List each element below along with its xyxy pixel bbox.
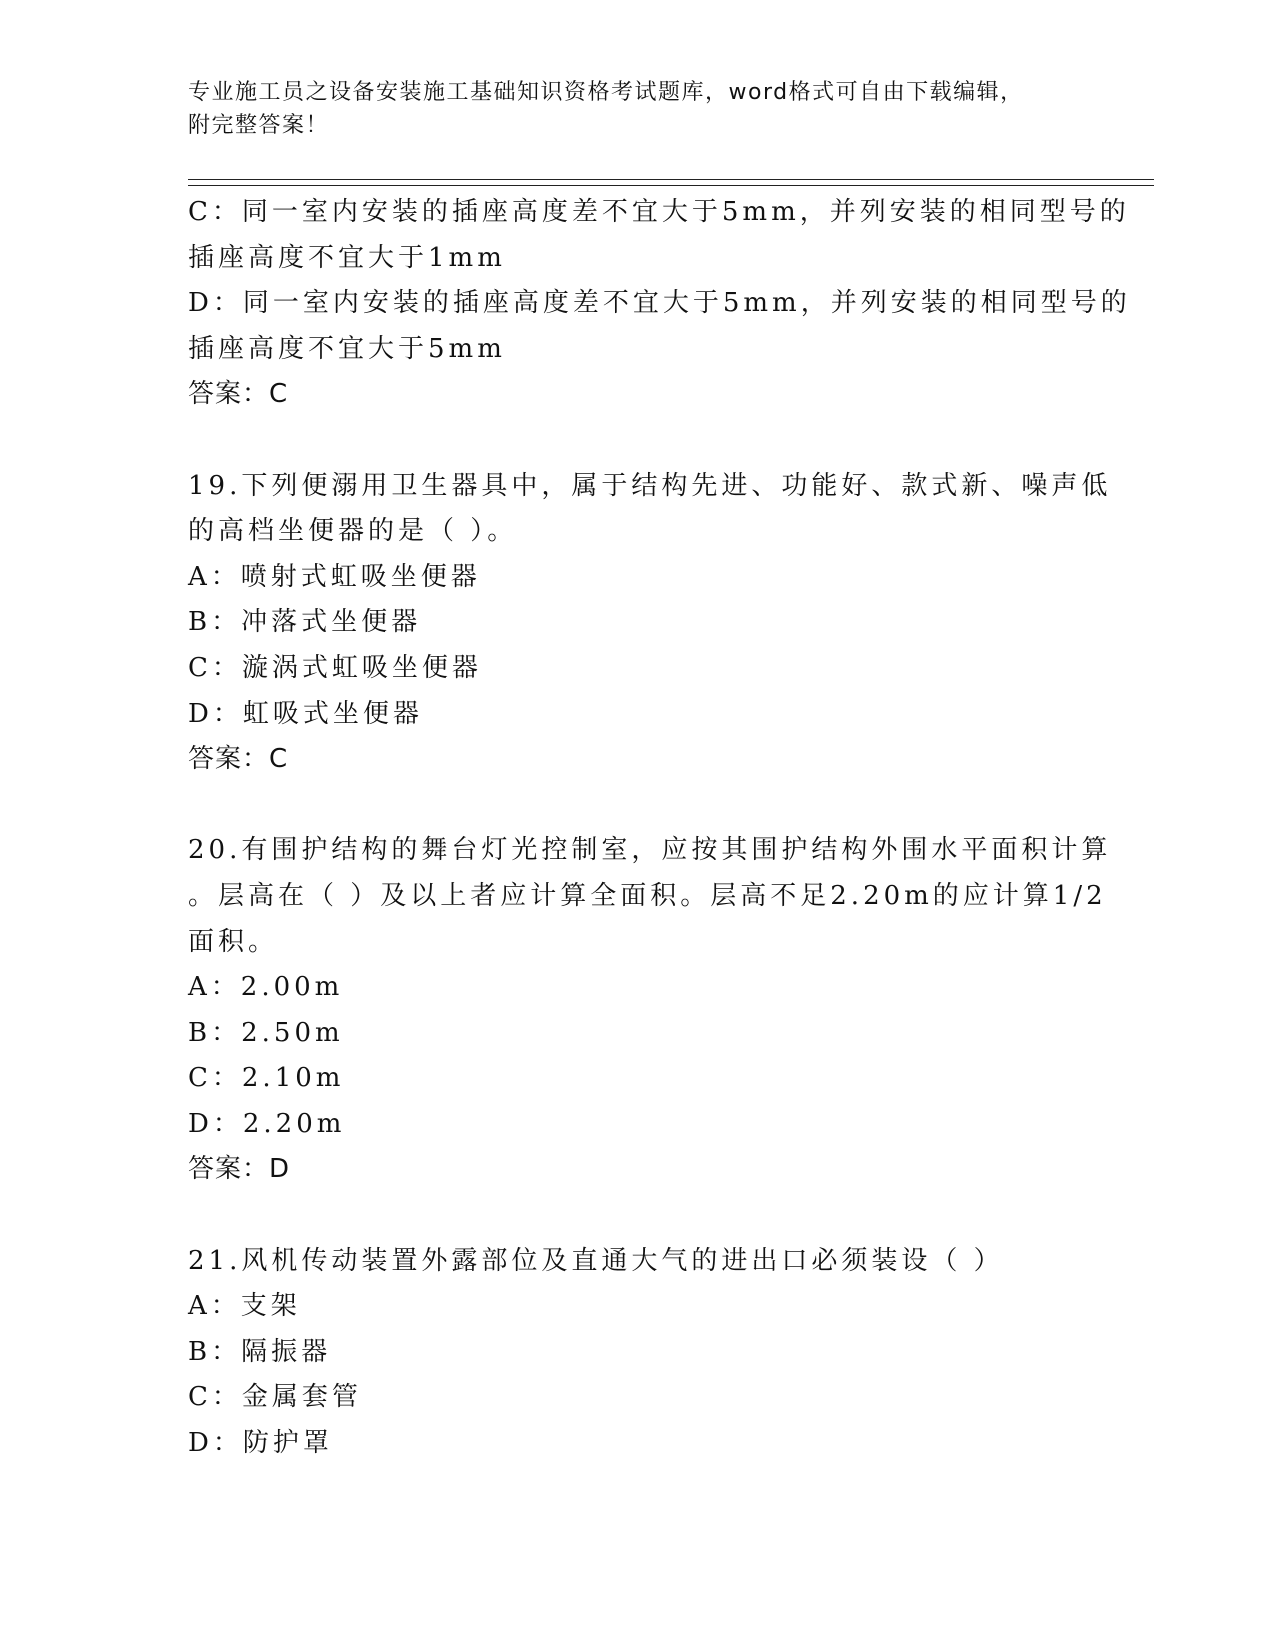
spacer (188, 1193, 1088, 1239)
document-header (188, 76, 1088, 142)
q19-stem-line-2: 的高档坐便器的是（ ）。 (188, 516, 518, 547)
question-18-tail (188, 190, 1131, 418)
q21-option-b: B：隔振器 (188, 1336, 332, 1367)
header-divider-top (188, 179, 1154, 180)
q20-stem-line-1: 20.有围护结构的舞台灯光控制室，应按其围护结构外围水平面积计算 (188, 835, 1112, 866)
q20-answer: 答案：D (188, 1154, 291, 1185)
q18-option-c-line-1: C：同一室内安装的插座高度差不宜大于5mm，并列安装的相同型号的 (188, 197, 1130, 227)
q21-option-a: A：支架 (188, 1291, 301, 1322)
q18-option-d-line-1: D：同一室内安装的插座高度差不宜大于5mm，并列安装的相同型号的 (188, 288, 1131, 319)
q21-option-d: D：防护罩 (188, 1428, 333, 1459)
q20-option-d: D：2.20m (188, 1108, 346, 1139)
q18-option-d-line-2: 插座高度不宜大于5mm (188, 333, 506, 364)
q19-option-b: B：冲落式坐便器 (188, 607, 422, 638)
header-line-1: 专业施工员之设备安装施工基础知识资格考试题库，word格式可自由下载编辑， (188, 80, 1024, 105)
q18-answer: 答案：C (188, 379, 289, 410)
q18-option-c-line-2: 插座高度不宜大于1mm (188, 242, 506, 273)
q21-stem-line-1: 21.风机传动装置外露部位及直通大气的进出口必须装设（ ） (188, 1245, 1004, 1276)
question-list (188, 190, 1131, 1467)
q20-stem-line-3: 面积。 (188, 926, 279, 957)
header-divider-bottom (188, 185, 1154, 186)
question-21 (188, 1239, 1088, 1467)
q19-option-c: C：漩涡式虹吸坐便器 (188, 652, 482, 683)
q19-option-a: A：喷射式虹吸坐便器 (188, 561, 481, 592)
question-20 (188, 828, 1112, 1193)
q19-option-d: D：虹吸式坐便器 (188, 698, 423, 729)
q20-option-a: A：2.00m (188, 972, 344, 1003)
q19-answer: 答案：C (188, 744, 289, 775)
q20-stem-line-2: 。层高在（ ）及以上者应计算全面积。层高不足2.20m的应计算1/2 (188, 880, 1107, 911)
q19-stem-line-1: 19.下列便溺用卫生器具中，属于结构先进、功能好、款式新、噪声低 (188, 470, 1112, 501)
q21-option-c: C：金属套管 (188, 1382, 362, 1413)
spacer (188, 783, 1088, 829)
spacer (188, 418, 1088, 464)
header-line-2: 附完整答案！ (188, 113, 330, 138)
question-19 (188, 464, 1112, 783)
q20-option-b: B：2.50m (188, 1017, 344, 1048)
q20-option-c: C：2.10m (188, 1063, 345, 1094)
